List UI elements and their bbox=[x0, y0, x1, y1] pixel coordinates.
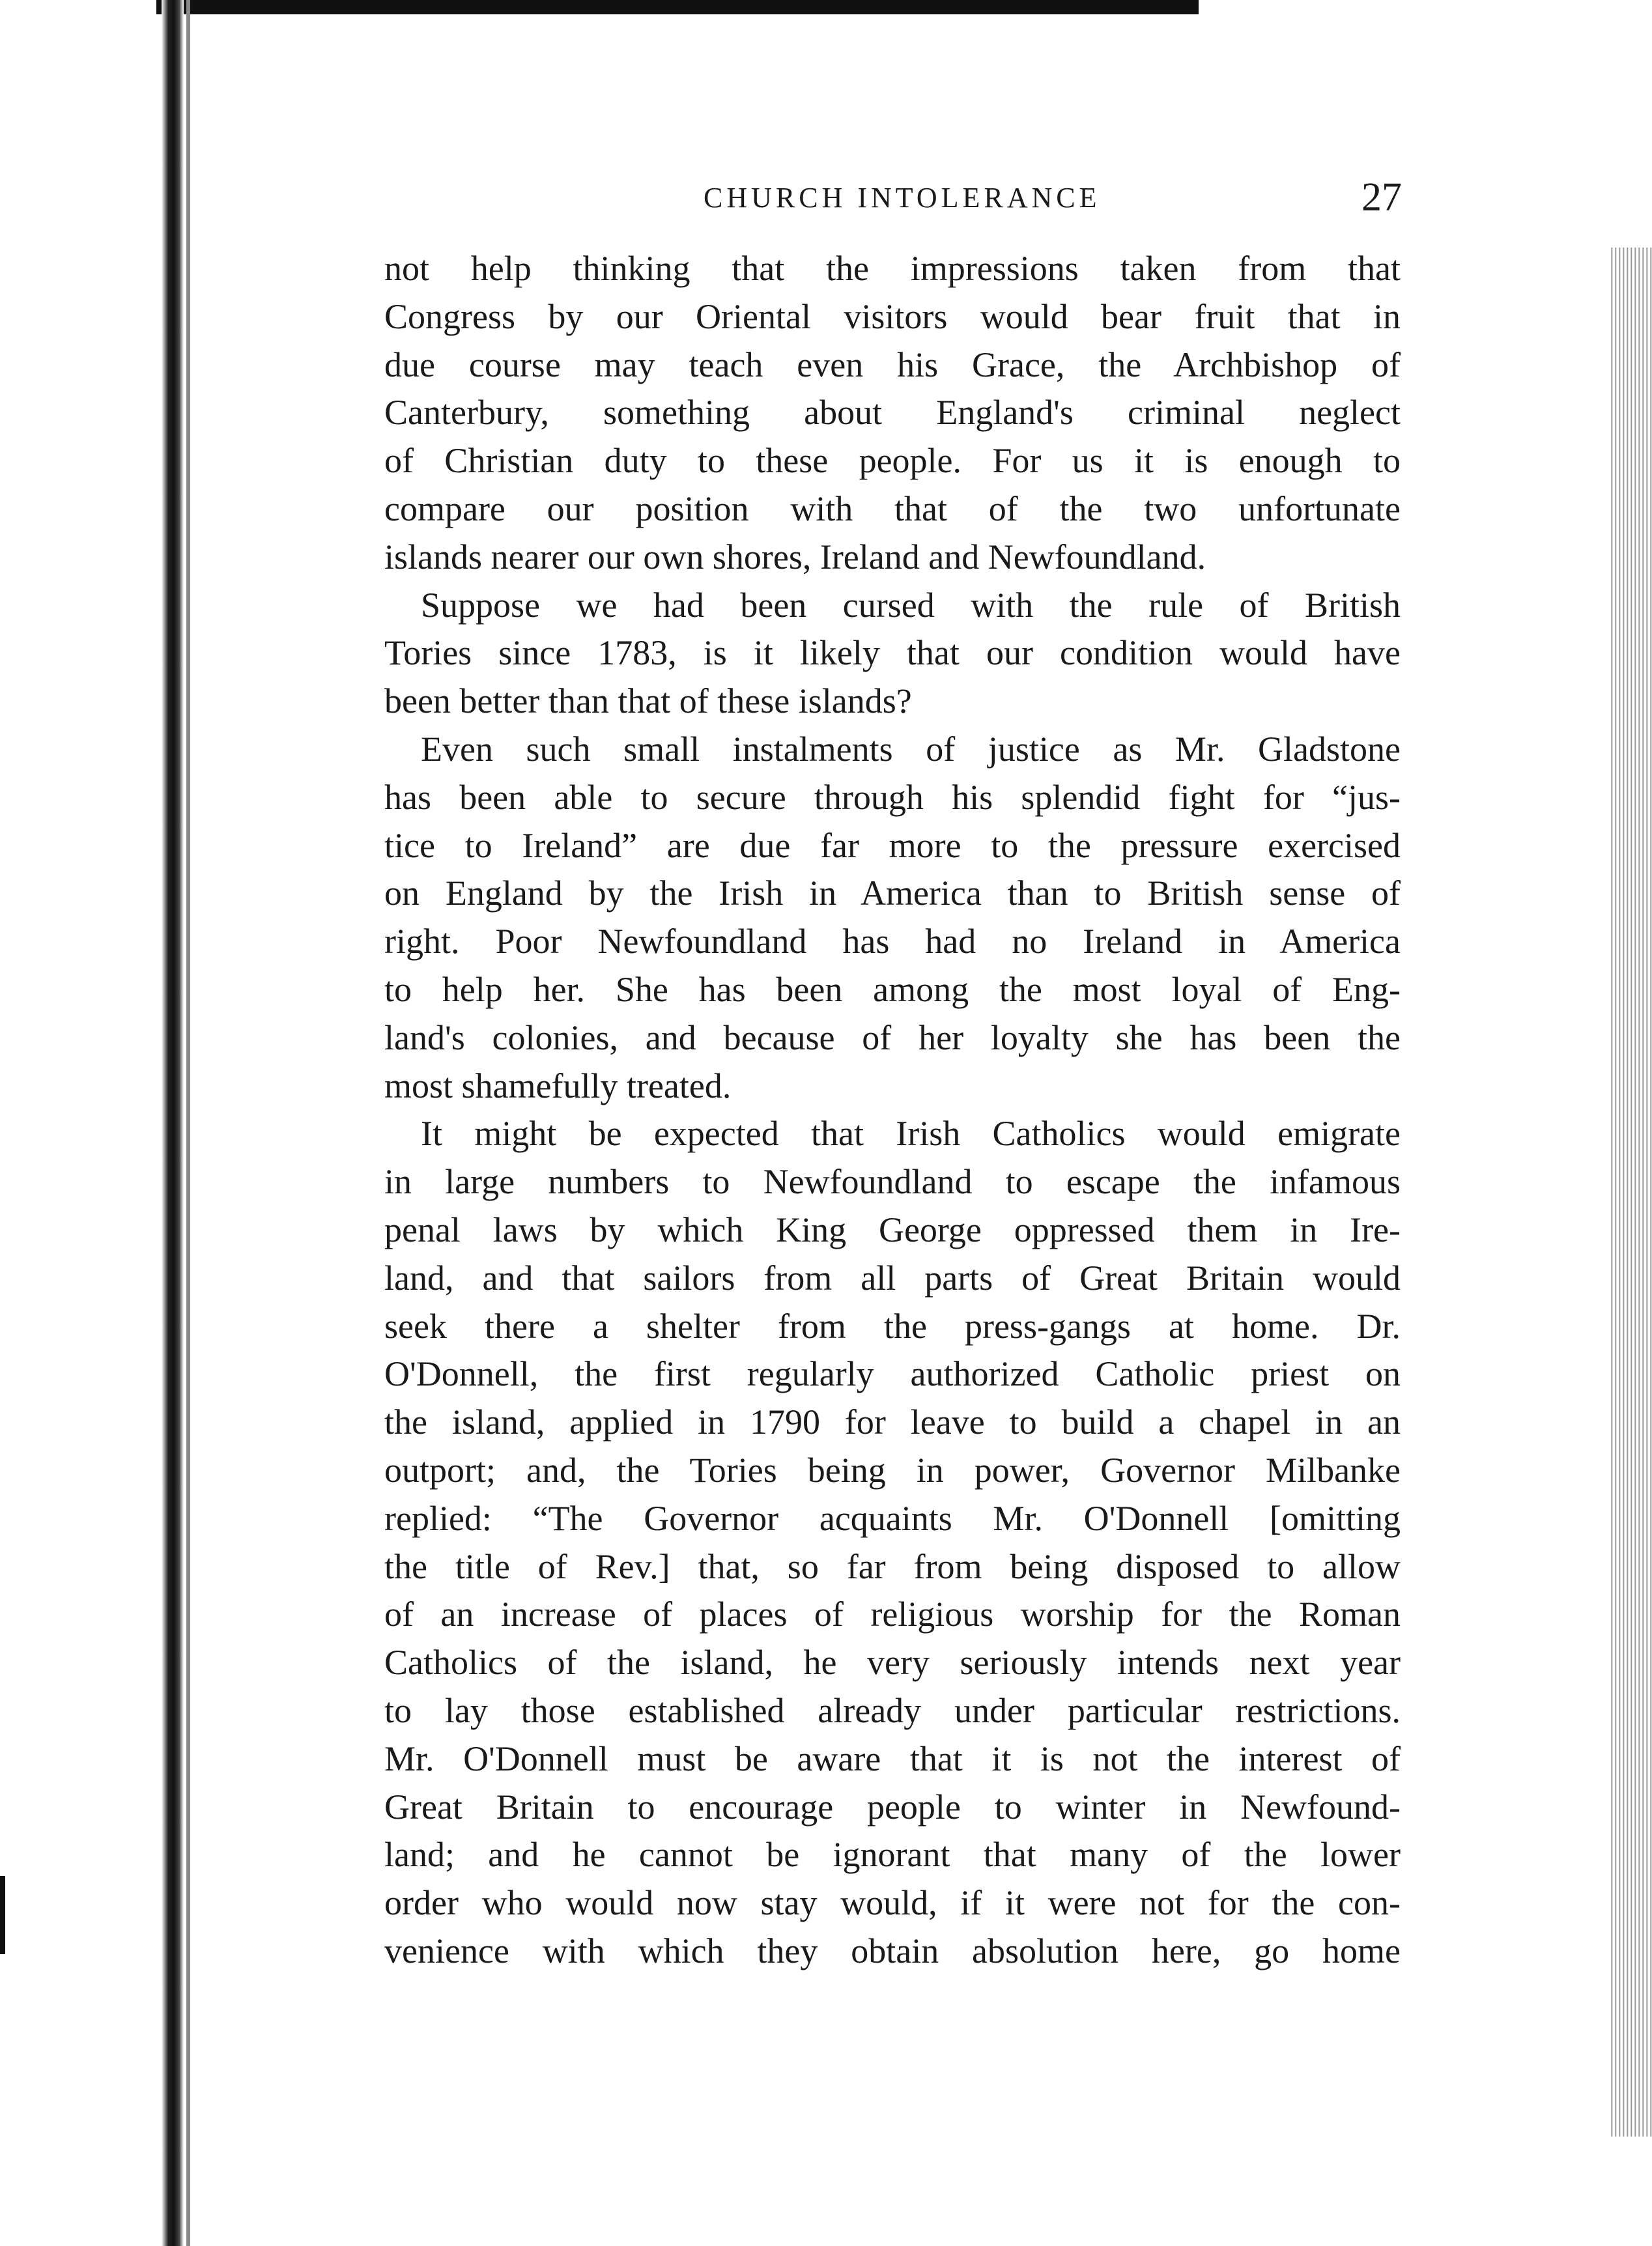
text-line: the title of Rev.] that, so far from being disposed to allow bbox=[384, 1546, 1401, 1586]
text-line: O'Donnell, the first regularly authorized Catholic priest on bbox=[384, 1354, 1401, 1394]
text-line: replied: “The Governor acquaints Mr. O'Donnell [omitting bbox=[384, 1498, 1401, 1538]
text-line: outport; and, the Tories being in power, Governor Milbanke bbox=[384, 1450, 1401, 1490]
book-spine bbox=[162, 0, 184, 2246]
text-line: land, and that sailors from all parts of Great Britain would bbox=[384, 1258, 1401, 1298]
text-line: compare our position with that of the two unfortunate bbox=[384, 489, 1401, 528]
text-line: of an increase of places of religious worship for the Roman bbox=[384, 1595, 1401, 1634]
text-line: seek there a shelter from the press-gangs at home. Dr. bbox=[384, 1306, 1401, 1346]
text-line: in large numbers to Newfoundland to escape the infamous bbox=[384, 1162, 1401, 1202]
running-title: CHURCH INTOLERANCE bbox=[704, 182, 1101, 214]
text-line: islands nearer our own shores, Ireland and Newfoundland. bbox=[384, 537, 1206, 576]
text-line: the island, applied in 1790 for leave to build a chapel in an bbox=[384, 1402, 1401, 1442]
text-line: of Christian duty to these people. For us it is enough to bbox=[384, 441, 1401, 481]
text-line: Even such small instalments of justice as Mr. Gladstone bbox=[421, 729, 1401, 769]
text-line: most shamefully treated. bbox=[384, 1066, 732, 1105]
page-edge-stack bbox=[1609, 248, 1652, 2137]
text-line: not help thinking that the impressions taken from that bbox=[384, 249, 1401, 288]
text-line: Mr. O'Donnell must be aware that it is not the interest of bbox=[384, 1739, 1401, 1778]
facing-page-marks bbox=[0, 1876, 5, 1954]
text-line: penal laws by which King George oppressed them in Ire- bbox=[384, 1210, 1401, 1249]
page-number: 27 bbox=[1361, 175, 1402, 220]
text-line: to help her. She has been among the most loyal of Eng- bbox=[384, 969, 1401, 1009]
text-line: land; and he cannot be ignorant that many of the lower bbox=[384, 1835, 1401, 1875]
body-text bbox=[384, 245, 1401, 1976]
text-line: Tories since 1783, is it likely that our condition would have bbox=[384, 633, 1401, 673]
text-line: order who would now stay would, if it were not for the con- bbox=[384, 1883, 1401, 1923]
text-line: tice to Ireland” are due far more to the pressure exercised bbox=[384, 825, 1401, 865]
text-line: has been able to secure through his splendid fight for “jus- bbox=[384, 777, 1401, 817]
text-line: It might be expected that Irish Catholics would emigrate bbox=[421, 1114, 1401, 1154]
text-line: Canterbury, something about England's criminal neglect bbox=[384, 393, 1401, 433]
spine-shadow bbox=[186, 0, 190, 2246]
text-line: Congress by our Oriental visitors would bear fruit that in bbox=[384, 296, 1401, 336]
text-line: due course may teach even his Grace, the Archbishop of bbox=[384, 345, 1401, 384]
text-line: been better than that of these islands? bbox=[384, 681, 912, 721]
text-line: to lay those established already under particular restrictions. bbox=[384, 1690, 1401, 1730]
text-line: Catholics of the island, he very seriously intends next year bbox=[384, 1643, 1401, 1683]
text-line: venience with which they obtain absolution here, go home bbox=[384, 1931, 1401, 1970]
scan-top-edge bbox=[156, 0, 1199, 14]
text-line: Suppose we had been cursed with the rule of British bbox=[421, 585, 1401, 625]
text-line: on England by the Irish in America than to British sense of bbox=[384, 874, 1401, 913]
text-line: land's colonies, and because of her loyalty she has been the bbox=[384, 1017, 1401, 1057]
text-line: Great Britain to encourage people to winter in Newfound- bbox=[384, 1787, 1401, 1827]
text-line: right. Poor Newfoundland has had no Ireland in America bbox=[384, 922, 1401, 961]
